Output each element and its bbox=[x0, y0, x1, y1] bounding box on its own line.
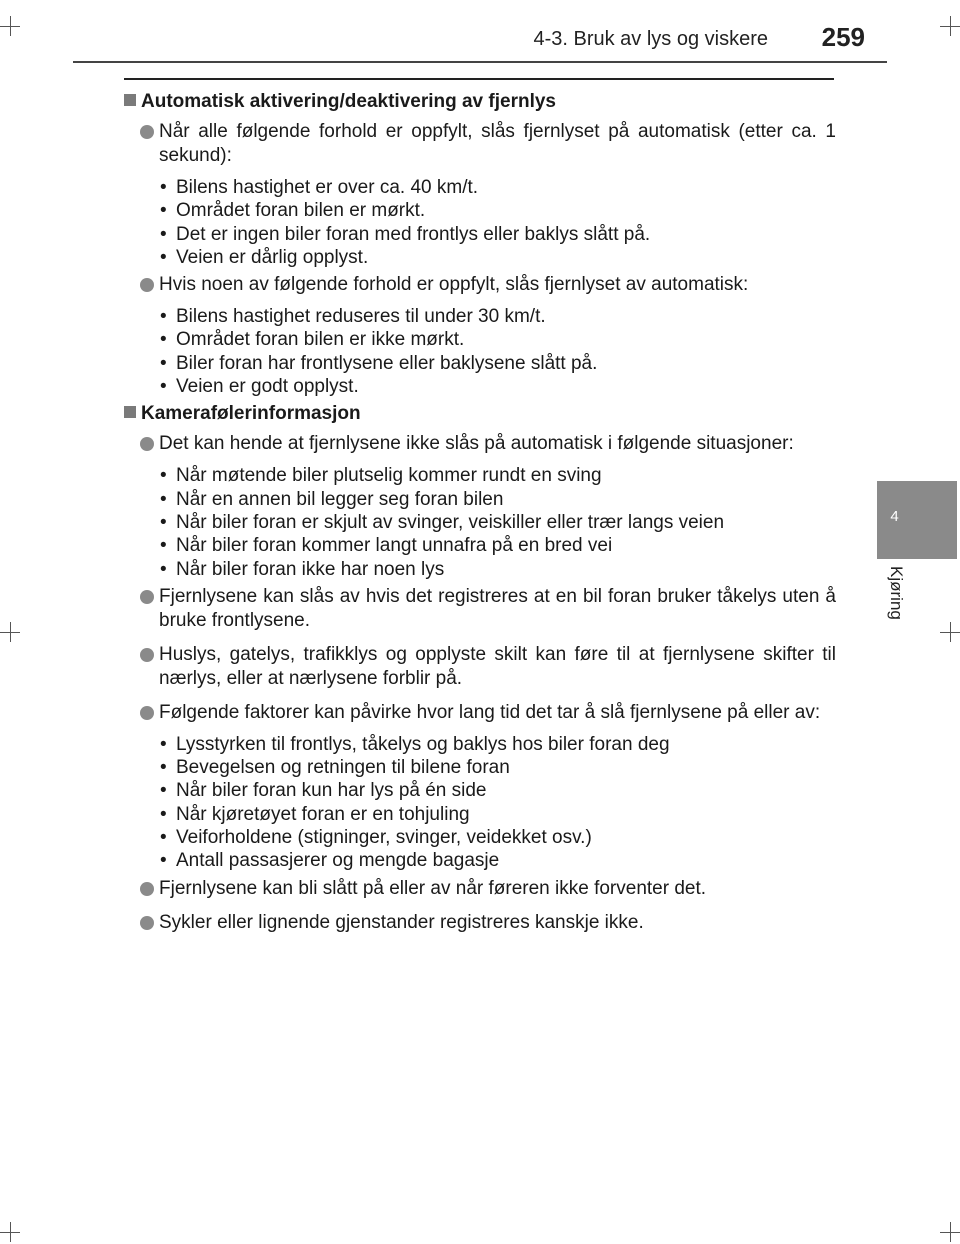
circle-paragraph bbox=[124, 911, 836, 935]
list-item: • Når biler foran kommer langt unnafra på en bred vei bbox=[159, 534, 836, 557]
circle-bullet-icon bbox=[140, 882, 154, 896]
paragraph-text: Huslys, gatelys, trafikklys og opplyste skilt kan føre til at fjernlysene skifter til nærlys, eller at nærlysene forblir på. bbox=[159, 643, 836, 689]
square-bullet-icon bbox=[124, 406, 136, 418]
section-heading bbox=[124, 90, 836, 114]
paragraph-text: Følgende faktorer kan påvirke hvor lang tid det tar å slå fjernlysene på eller av: bbox=[159, 701, 821, 723]
page-number: 259 bbox=[821, 22, 865, 52]
list-item: • Veien er dårlig opplyst. bbox=[159, 246, 836, 269]
chapter-label bbox=[884, 566, 908, 636]
circle-bullet-icon bbox=[140, 125, 154, 139]
paragraph-text: Hvis noen av følgende forhold er oppfylt, slås fjernlyset av automatisk: bbox=[159, 274, 749, 296]
bullet-list bbox=[124, 305, 836, 398]
circle-bullet-icon bbox=[140, 437, 154, 451]
bullet-list bbox=[124, 733, 836, 873]
bullet-list bbox=[124, 176, 836, 269]
circle-bullet-icon bbox=[140, 648, 154, 662]
chapter-number: 4 bbox=[890, 508, 899, 525]
list-item: • Det er ingen biler foran med frontlys eller baklys slått på. bbox=[159, 223, 836, 246]
circle-paragraph bbox=[124, 432, 836, 456]
list-item: • Når biler foran er skjult av svinger, veiskiller eller trær langs veien bbox=[159, 511, 836, 534]
circle-bullet-icon bbox=[140, 278, 154, 292]
paragraph-text: Fjernlysene kan bli slått på eller av når føreren ikke forventer det. bbox=[159, 877, 707, 899]
bullet-list bbox=[124, 464, 836, 580]
list-item: • Lysstyrken til frontlys, tåkelys og baklys hos biler foran deg bbox=[159, 733, 836, 756]
paragraph-text: Det kan hende at fjernlysene ikke slås på automatisk i følgende situasjoner: bbox=[159, 433, 794, 455]
circle-bullet-icon bbox=[140, 590, 154, 604]
section-heading bbox=[124, 402, 836, 426]
header-rule bbox=[73, 61, 887, 63]
list-item: • Bilens hastighet reduseres til under 30 km/t. bbox=[159, 305, 836, 328]
list-item: • Når biler foran ikke har noen lys bbox=[159, 558, 836, 581]
circle-bullet-icon bbox=[140, 706, 154, 720]
paragraph-text: Når alle følgende forhold er oppfylt, slås fjernlyset på automatisk (etter ca. 1 sekund): bbox=[159, 121, 836, 166]
list-item: • Området foran bilen er mørkt. bbox=[159, 199, 836, 222]
list-item: • Når biler foran kun har lys på én side bbox=[159, 779, 836, 802]
circle-bullet-icon bbox=[140, 916, 154, 930]
square-bullet-icon bbox=[124, 94, 136, 106]
circle-paragraph bbox=[124, 585, 836, 633]
circle-paragraph bbox=[124, 643, 836, 691]
circle-paragraph bbox=[124, 701, 836, 725]
paragraph-text: Fjernlysene kan slås av hvis det registreres at en bil foran bruker tåkelys uten å bruke frontlysene. bbox=[159, 585, 836, 631]
paragraph-text: Sykler eller lignende gjenstander registreres kanskje ikke. bbox=[159, 911, 644, 933]
list-item: • Antall passasjerer og mengde bagasje bbox=[159, 849, 836, 872]
list-item: • Når møtende biler plutselig kommer rundt en sving bbox=[159, 464, 836, 487]
section-heading-text: Automatisk aktivering/deaktivering av fjernlys bbox=[141, 91, 556, 112]
page-content bbox=[124, 90, 836, 941]
list-item: • Bevegelsen og retningen til bilene foran bbox=[159, 756, 836, 779]
content-top-rule bbox=[124, 78, 834, 80]
circle-paragraph bbox=[124, 877, 836, 901]
section-heading-text: Kamerafølerinformasjon bbox=[141, 403, 361, 425]
list-item: • Biler foran har frontlysene eller baklysene slått på. bbox=[159, 352, 836, 375]
page-header bbox=[0, 0, 960, 64]
list-item: • Når en annen bil legger seg foran bilen bbox=[159, 488, 836, 511]
section-title: 4-3. Bruk av lys og viskere bbox=[533, 28, 768, 50]
list-item: • Veiforholdene (stigninger, svinger, veidekket osv.) bbox=[159, 826, 836, 849]
list-item: • Bilens hastighet er over ca. 40 km/t. bbox=[159, 176, 836, 199]
chapter-tab bbox=[877, 481, 957, 559]
list-item: • Når kjøretøyet foran er en tohjuling bbox=[159, 803, 836, 826]
chapter-label-text: Kjøring bbox=[887, 566, 906, 620]
list-item: • Området foran bilen er ikke mørkt. bbox=[159, 328, 836, 351]
circle-paragraph bbox=[124, 273, 836, 297]
list-item: • Veien er godt opplyst. bbox=[159, 375, 836, 398]
circle-paragraph bbox=[124, 120, 836, 168]
